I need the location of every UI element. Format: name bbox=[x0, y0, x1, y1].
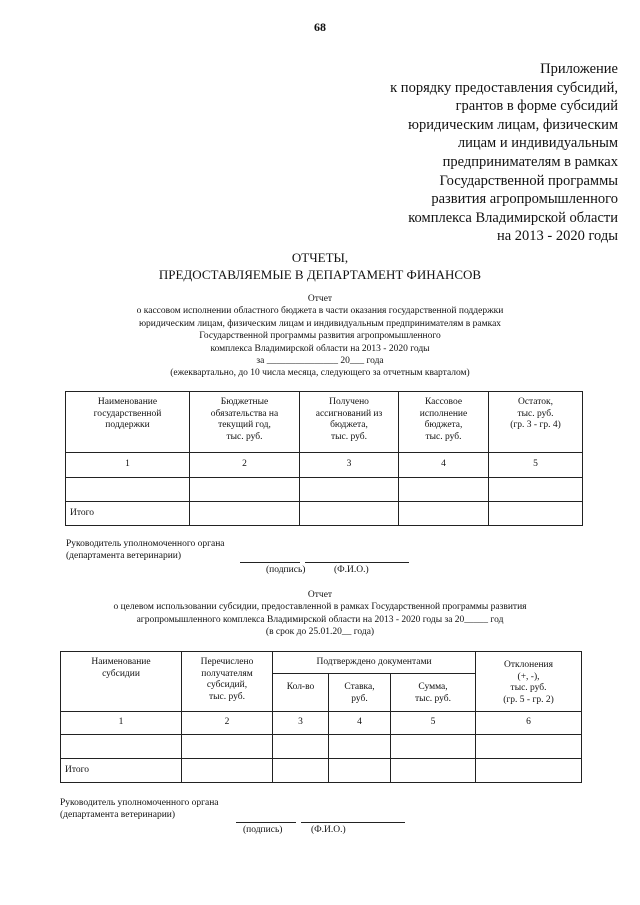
empty-cell bbox=[476, 735, 582, 759]
signature-underline bbox=[240, 562, 300, 563]
signature1-block bbox=[66, 538, 225, 562]
header-cell: Наименование субсидии bbox=[61, 652, 182, 712]
report1-line: Отчет bbox=[307, 294, 333, 304]
name-underline bbox=[301, 822, 405, 823]
report1-line: Государственной программы развития агропромышленного bbox=[199, 331, 441, 342]
empty-cell bbox=[399, 502, 489, 526]
appendix-line: Государственной программы bbox=[439, 172, 618, 189]
title-line: ОТЧЕТЫ, bbox=[291, 250, 349, 265]
report2-line: (в срок до 25.01.20__ года) bbox=[265, 627, 375, 638]
appendix-line: юридическим лицам, физическим bbox=[408, 116, 618, 133]
name-caption: (Ф.И.О.) bbox=[334, 565, 369, 575]
total-label: Итого bbox=[61, 759, 182, 783]
column-number: 3 bbox=[273, 712, 329, 735]
table-row bbox=[66, 453, 583, 478]
header-cell: Кол-во bbox=[273, 674, 329, 712]
document-title bbox=[0, 249, 640, 283]
column-number: 5 bbox=[489, 453, 583, 478]
empty-cell bbox=[300, 502, 399, 526]
signature-line: Руководитель уполномоченного органа bbox=[66, 539, 225, 549]
appendix-line: комплекса Владимирской области bbox=[408, 209, 618, 226]
header-cell: Остаток, тыс. руб. (гр. 3 - гр. 4) bbox=[489, 392, 583, 453]
empty-cell bbox=[476, 759, 582, 783]
header-cell: Сумма, тыс. руб. bbox=[391, 674, 476, 712]
appendix-line: развития агропромышленного bbox=[431, 191, 618, 208]
header-cell-confirmed: Подтверждено документами bbox=[273, 652, 476, 674]
column-number: 1 bbox=[66, 453, 190, 478]
report1-line: комплекса Владимирской области на 2013 - 2020 годы bbox=[210, 343, 430, 354]
name-caption: (Ф.И.О.) bbox=[311, 825, 346, 835]
appendix-line: предпринимателям в рамках bbox=[442, 153, 618, 170]
empty-cell bbox=[273, 735, 329, 759]
appendix-line: к порядку предоставления субсидий, bbox=[390, 79, 618, 96]
appendix-block bbox=[390, 60, 618, 246]
report2-line: агропромышленного комплекса Владимирской области на 2013 - 2020 годы за 20_____ год bbox=[136, 614, 504, 625]
signature2-block bbox=[60, 797, 219, 821]
empty-cell bbox=[391, 759, 476, 783]
column-number: 6 bbox=[476, 712, 582, 735]
header-cell: Бюджетные обязательства на текущий год, тыс. руб. bbox=[190, 392, 300, 453]
empty-cell bbox=[489, 502, 583, 526]
empty-cell bbox=[300, 478, 399, 502]
page-number: 68 bbox=[314, 20, 326, 34]
empty-cell bbox=[489, 478, 583, 502]
sign-caption: (подпись) bbox=[266, 565, 306, 575]
empty-cell bbox=[273, 759, 329, 783]
report1-heading bbox=[0, 293, 640, 380]
signature-line: Руководитель уполномоченного органа bbox=[60, 798, 219, 808]
empty-cell bbox=[329, 735, 391, 759]
name-underline bbox=[305, 562, 409, 563]
empty-cell bbox=[399, 478, 489, 502]
empty-cell bbox=[190, 478, 300, 502]
column-number: 4 bbox=[329, 712, 391, 735]
header-cell: Кассовое исполнение бюджета, тыс. руб. bbox=[399, 392, 489, 453]
signature-line: (департамента ветеринарии) bbox=[60, 810, 176, 820]
table-row bbox=[61, 712, 582, 735]
report2-line: о целевом использовании субсидии, предоставленной в рамках Государственной программы развития bbox=[113, 602, 527, 613]
total-label: Итого bbox=[66, 502, 190, 526]
column-number: 2 bbox=[190, 453, 300, 478]
signature-underline bbox=[236, 822, 296, 823]
table-row bbox=[66, 478, 583, 502]
signature-line: (департамента ветеринарии) bbox=[66, 551, 182, 561]
header-cell: Наименование государственной поддержки bbox=[66, 392, 190, 453]
appendix-line: на 2013 - 2020 годы bbox=[496, 228, 618, 245]
table-header-row bbox=[66, 392, 583, 453]
report1-table bbox=[65, 391, 583, 526]
empty-cell bbox=[190, 502, 300, 526]
empty-cell bbox=[61, 735, 182, 759]
empty-cell bbox=[66, 478, 190, 502]
header-cell: Перечислено получателям субсидий, тыс. руб. bbox=[182, 652, 273, 712]
header-cell: Получено ассигнований из бюджета, тыс. руб. bbox=[300, 392, 399, 453]
column-number: 2 bbox=[182, 712, 273, 735]
table-row bbox=[61, 759, 582, 783]
report1-line: (ежеквартально, до 10 числа месяца, следующего за отчетным кварталом) bbox=[170, 368, 470, 379]
column-number: 3 bbox=[300, 453, 399, 478]
appendix-line: Приложение bbox=[540, 61, 618, 77]
report1-line: о кассовом исполнении областного бюджета в части оказания государственной поддержки bbox=[136, 306, 504, 317]
header-cell: Ставка, руб. bbox=[329, 674, 391, 712]
empty-cell bbox=[182, 759, 273, 783]
report2-heading bbox=[0, 589, 640, 639]
empty-cell bbox=[391, 735, 476, 759]
table-row bbox=[61, 735, 582, 759]
table-row bbox=[66, 502, 583, 526]
table-header-row bbox=[61, 652, 582, 674]
column-number: 1 bbox=[61, 712, 182, 735]
sign-caption: (подпись) bbox=[243, 825, 283, 835]
appendix-line: грантов в форме субсидий bbox=[455, 98, 618, 115]
report2-table bbox=[60, 651, 582, 783]
column-number: 5 bbox=[391, 712, 476, 735]
title-line: ПРЕДОСТАВЛЯЕМЫЕ В ДЕПАРТАМЕНТ ФИНАНСОВ bbox=[158, 267, 482, 282]
header-cell: Отклонения (+, -), тыс. руб. (гр. 5 - гр. 2) bbox=[476, 652, 582, 712]
report2-line: Отчет bbox=[307, 590, 333, 600]
report1-line: юридическим лицам, физическим лицам и индивидуальным предпринимателям в рамках bbox=[138, 318, 502, 329]
column-number: 4 bbox=[399, 453, 489, 478]
empty-cell bbox=[182, 735, 273, 759]
empty-cell bbox=[329, 759, 391, 783]
report1-line: за _______________ 20___ года bbox=[256, 356, 384, 367]
appendix-line: лицам и индивидуальным bbox=[457, 135, 618, 152]
